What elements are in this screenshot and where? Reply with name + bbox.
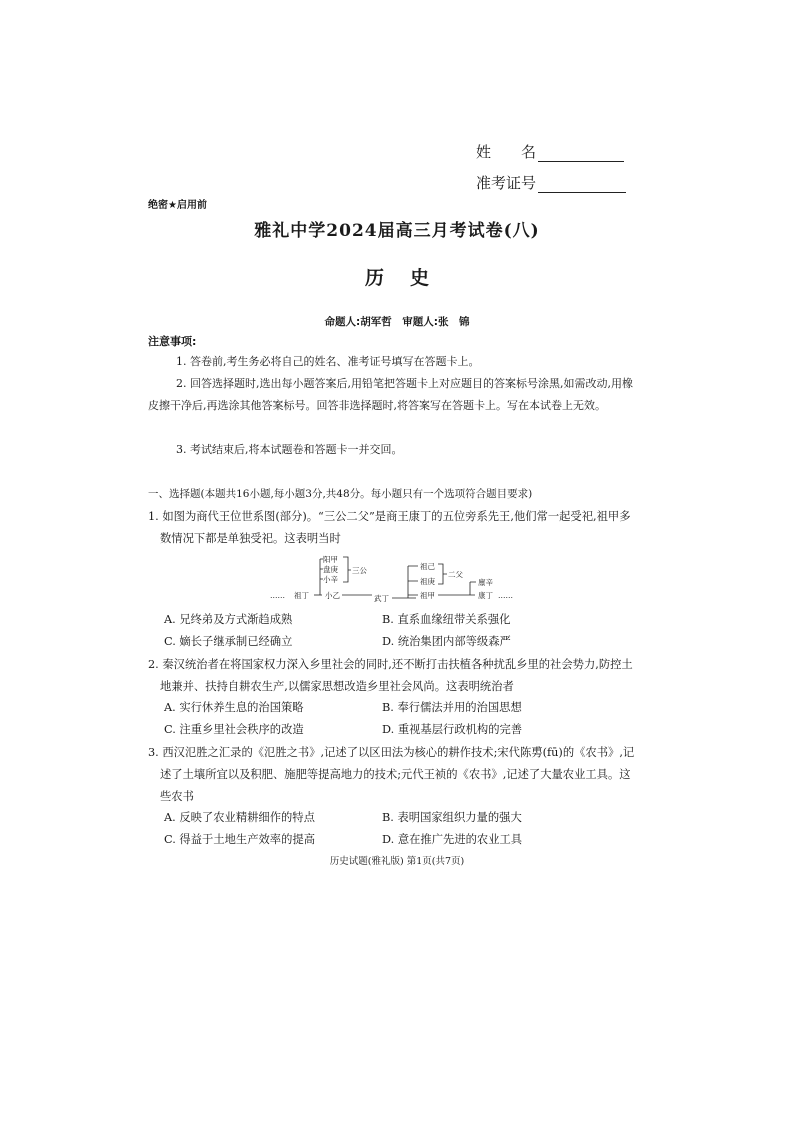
notes-heading: 注意事项:: [148, 335, 197, 348]
q1-option-a: A. 兄终弟及方式渐趋成熟: [164, 613, 293, 626]
q2-option-a: A. 实行休养生息的治国策略: [164, 701, 304, 714]
gen-label: 祖己: [420, 562, 435, 571]
question-text: 2. 秦汉统治者在将国家权力深入乡里社会的同时,还不断打击扶植各种扰乱乡里的社会势力,防控土地兼并、扶持自耕农生产,以儒家思想改造乡里社会风尚。这表明统治者: [148, 658, 633, 693]
q3-option-d: D. 意在推广先进的农业工具: [382, 833, 523, 846]
q3-option-a: A. 反映了农业精耕细作的特点: [164, 811, 315, 824]
genealogy-diagram: [270, 552, 530, 604]
question-2-stem: [148, 654, 638, 698]
gen-label: ……: [270, 591, 285, 600]
question-text: 1. 如图为商代王位世系图(部分)。“三公二父”是商王康丁的五位旁系先王,他们常一起受祀,祖甲多数情况下都是单独受祀。这表明当时: [148, 510, 631, 545]
q2-option-d: D. 重视基层行政机构的完善: [382, 723, 523, 736]
q3-option-c: C. 得益于土地生产效率的提高: [164, 833, 315, 846]
q2-option-c: C. 注重乡里社会秩序的改造: [164, 723, 304, 736]
q1-option-d: D. 统治集团内部等级森严: [382, 635, 511, 648]
gen-label: 廪辛: [478, 578, 493, 587]
name-blank: [538, 161, 624, 162]
name-label: 姓 名: [476, 143, 537, 161]
section-heading: 一、选择题(本题共16小题,每小题3分,共48分。每小题只有一个选项符合题目要求): [148, 488, 533, 500]
question-text: 3. 西汉氾胜之汇录的《氾胜之书》,记述了以区田法为核心的耕作技术;宋代陈旉(fū)的《农书》,记述了土壤所宜以及积肥、施肥等提高地力的技术;元代王祯的《农书》,记述了大量农业工具。这些农书: [148, 746, 635, 803]
gen-label: 阳甲: [323, 555, 338, 564]
id-field-row: [476, 172, 626, 193]
exam-title: 雅礼中学2024届高三月考试卷(八): [254, 221, 540, 241]
note-item-2: 2. 回答选择题时,选出每小题答案后,用铅笔把答题卡上对应题目的答案标号涂黑,如需改动,用橡皮擦干净后,再选涂其他答案标号。回答非选择题时,将答案写在答题卡上。写在本试卷上无效。: [148, 377, 633, 412]
gen-label: ……: [498, 591, 513, 600]
question-1-stem: [148, 506, 638, 550]
q1-option-b: B. 直系血缘纽带关系强化: [382, 613, 511, 626]
gen-label: 祖甲: [420, 591, 435, 600]
authors-line: 命题人:胡军哲 审题人:张 锦: [324, 316, 470, 328]
gen-label: 祖丁: [294, 591, 309, 600]
gen-label: 小辛: [323, 575, 338, 584]
page-footer: 历史试题(雅礼版) 第1页(共7页): [329, 856, 465, 867]
gen-label: 盘庚: [323, 565, 338, 574]
subject-title: 历史: [364, 267, 455, 289]
note-item-1: 1. 答卷前,考生务必将自己的姓名、准考证号填写在答题卡上。: [176, 355, 480, 368]
id-label: 准考证号: [476, 174, 537, 192]
q3-option-b: B. 表明国家组织力量的强大: [382, 811, 522, 824]
secret-mark: 绝密★启用前: [148, 200, 207, 211]
gen-label: 二父: [448, 570, 463, 579]
gen-label: 三公: [352, 566, 367, 575]
q1-option-c: C. 嫡长子继承制已经确立: [164, 635, 293, 648]
note-item-3: 3. 考试结束后,将本试题卷和答题卡一并交回。: [176, 443, 403, 456]
question-3-stem: [148, 742, 638, 808]
q2-option-b: B. 奉行儒法并用的治国思想: [382, 701, 522, 714]
gen-label: 小乙: [325, 591, 340, 600]
gen-label: 祖庚: [420, 577, 435, 586]
name-field-row: [476, 141, 624, 162]
gen-label: 武丁: [374, 594, 389, 603]
id-blank: [538, 192, 626, 193]
gen-label: 康丁: [478, 591, 493, 600]
